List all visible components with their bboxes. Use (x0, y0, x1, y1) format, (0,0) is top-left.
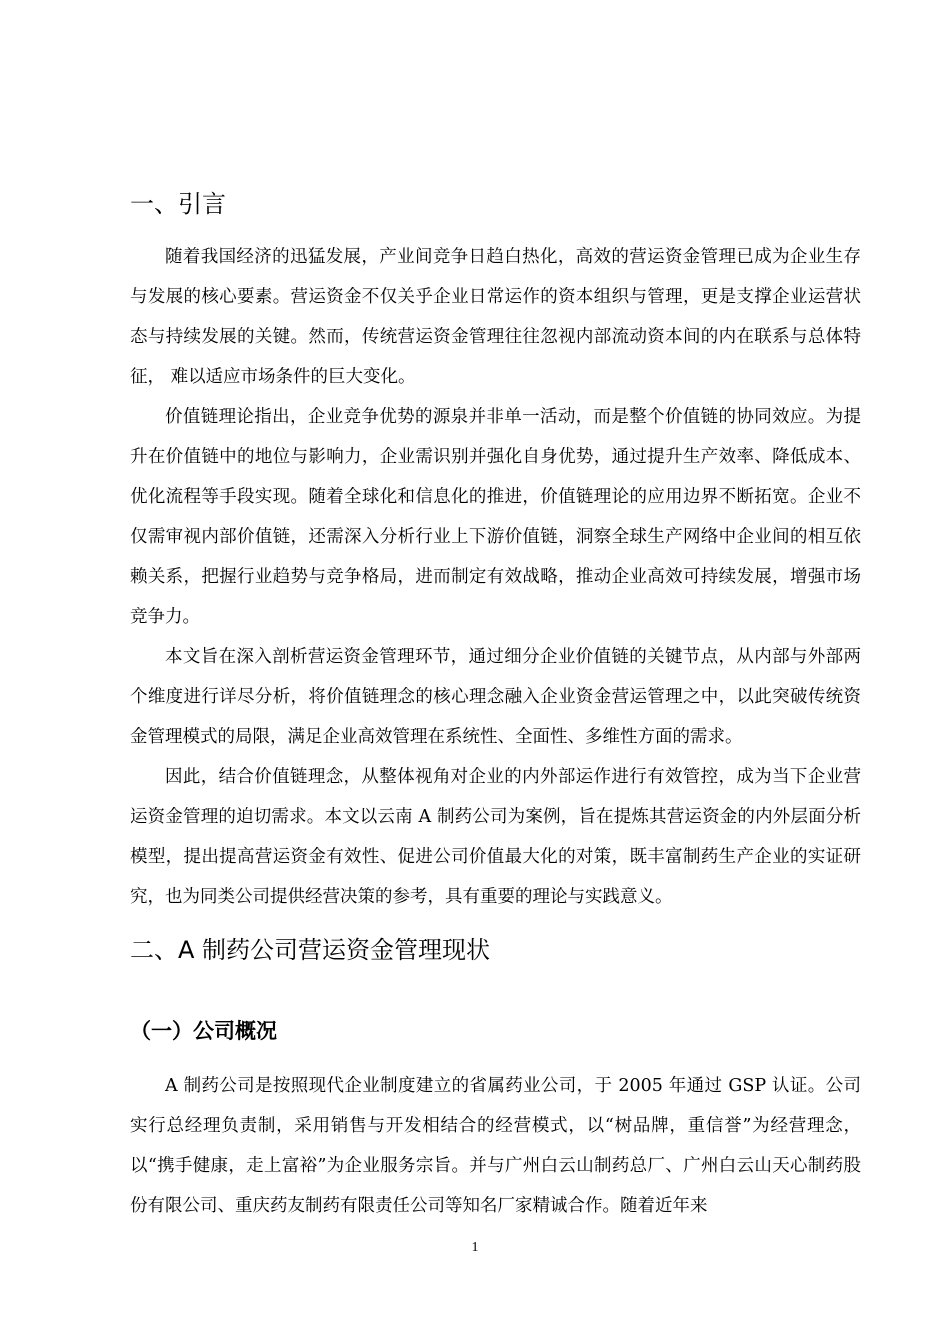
paragraph: 因此，结合价值链理念，从整体视角对企业的内外部运作进行有效管控，成为当下企业营运资金管理的迫切需求。本文以云南 A 制药公司为案例，旨在提炼其营运资金的内外层面分析模型，提出提高营运资金有效性、促进公司价值最大化的对策，既丰富制药生产企业的实证研究，也为同类公司提供经营决策的参考，具有重要的理论与实践意义。 (130, 767, 861, 907)
paragraph: 本文旨在深入剖析营运资金管理环节，通过细分企业价值链的关键节点，从内部与外部两个维度进行详尽分析，将价值链理念的核心理念融入企业资金营运管理之中，以此突破传统资金管理模式的局限，满足企业高效管理在系统性、全面性、多维性方面的需求。 (130, 647, 861, 747)
page-number: 1 (471, 1240, 479, 1255)
paragraph: 随着我国经济的迅猛发展，产业间竞争日趋白热化，高效的营运资金管理已成为企业生存与发展的核心要素。营运资金不仅关乎企业日常运作的资本组织与管理，更是支撑企业运营状态与持续发展的关键。然而，传统营运资金管理往往忽视内部流动资本间的内在联系与总体特征， 难以适应市场条件的巨大变化。 (130, 247, 861, 387)
section-heading-introduction: 一、引言 (130, 190, 226, 218)
paragraph: 价值链理论指出，企业竞争优势的源泉并非单一活动，而是整个价值链的协同效应。为提升在价值链中的地位与影响力，企业需识别并强化自身优势，通过提升生产效率、降低成本、优化流程等手段实现。随着全球化和信息化的推进，价值链理论的应用边界不断拓宽。企业不仅需审视内部价值链，还需深入分析行业上下游价值链，洞察全球生产网络中企业间的相互依赖关系，把握行业趋势与竞争格局，进而制定有效战略，推动企业高效可持续发展，增强市场竞争力。 (130, 407, 861, 627)
paragraph: A 制药公司是按照现代企业制度建立的省属药业公司，于 2005 年通过 GSP 认证。公司实行总经理负责制，采用销售与开发相结合的经营模式，以“树品牌，重信誉”为经营理念，以“携手健康，走上富裕”为企业服务宗旨。并与广州白云山制药总厂、广州白云山天心制药股份有限公司、重庆药友制药有限责任公司等知名厂家精诚合作。随着近年来 (130, 1076, 861, 1216)
section-heading-status: 二、A 制药公司营运资金管理现状 (130, 936, 491, 964)
subsection-heading-overview: （一）公司概况 (130, 1019, 277, 1043)
